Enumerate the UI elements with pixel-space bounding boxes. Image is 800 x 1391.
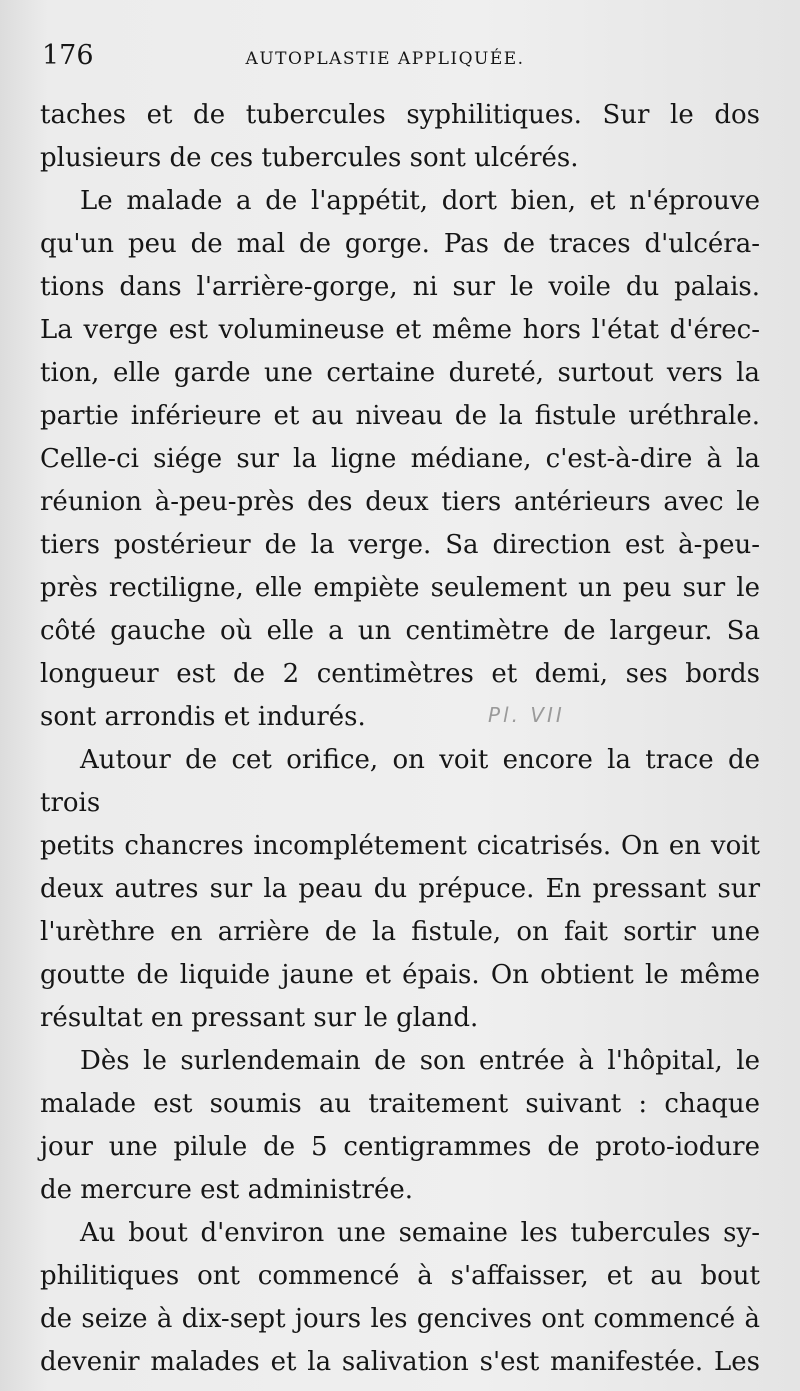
text-line: sont arrondis et indurés.	[40, 702, 366, 732]
page-number: 176	[42, 40, 94, 71]
text-line: malade est soumis au traitement suivant : chaque	[40, 1089, 760, 1119]
running-head	[40, 30, 760, 82]
text-line: deux autres sur la peau du prépuce. En pressant sur	[40, 874, 760, 904]
text-line: Le malade a de l'appétit, dort bien, et n'éprouve	[80, 186, 760, 216]
text-line: partie inférieure et au niveau de la fistule uréthrale.	[40, 401, 760, 431]
text-line: qu'un peu de mal de gorge. Pas de traces d'ulcéra-	[40, 229, 760, 259]
text-line: Dès le surlendemain de son entrée à l'hôpital, le	[80, 1046, 760, 1076]
text-line: tions dans l'arrière-gorge, ni sur le voile du palais.	[40, 272, 760, 302]
text-line: réunion à-peu-près des deux tiers antérieurs avec le	[40, 487, 760, 517]
text-line: Au bout d'environ une semaine les tubercules sy-	[80, 1218, 760, 1248]
text-line: résultat en pressant sur le gland.	[40, 1003, 479, 1033]
text-line: longueur est de 2 centimètres et demi, ses bords	[40, 659, 760, 689]
text-line: côté gauche où elle a un centimètre de largeur. Sa	[40, 616, 760, 646]
text-line: de seize à dix-sept jours les gencives ont commencé à	[40, 1304, 760, 1334]
text-line: petits chancres incomplétement cicatrisés. On en voit	[40, 831, 760, 861]
text-line: tiers postérieur de la verge. Sa direction est à-peu-	[40, 530, 760, 560]
body-text	[40, 94, 760, 1384]
text-line: goutte de liquide jaune et épais. On obtient le même	[40, 960, 760, 990]
text-line: devenir malades et la salivation s'est manifestée. Les	[40, 1347, 760, 1377]
text-line: taches et de tubercules syphilitiques. Sur le dos	[40, 100, 760, 130]
text-line: philitiques ont commencé à s'affaisser, et au bout	[40, 1261, 760, 1291]
text-line: La verge est volumineuse et même hors l'état d'érec-	[40, 315, 760, 345]
handwritten-plate-note: Pl. VII	[488, 703, 565, 727]
text-line: l'urèthre en arrière de la fistule, on fait sortir une	[40, 917, 760, 947]
text-line: près rectiligne, elle empiète seulement un peu sur le	[40, 573, 760, 603]
text-line: de mercure est administrée.	[40, 1175, 414, 1205]
text-line: plusieurs de ces tubercules sont ulcérés.	[40, 143, 579, 173]
text-line: jour une pilule de 5 centigrammes de proto-iodure	[40, 1132, 760, 1162]
running-title: AUTOPLASTIE APPLIQUÉE.	[245, 49, 525, 69]
text-line: Autour de cet orifice, on voit encore la trace de trois	[40, 745, 760, 818]
text-line: tion, elle garde une certaine dureté, surtout vers la	[40, 358, 760, 388]
text-line: Celle-ci siége sur la ligne médiane, c'est-à-dire à la	[40, 444, 760, 474]
